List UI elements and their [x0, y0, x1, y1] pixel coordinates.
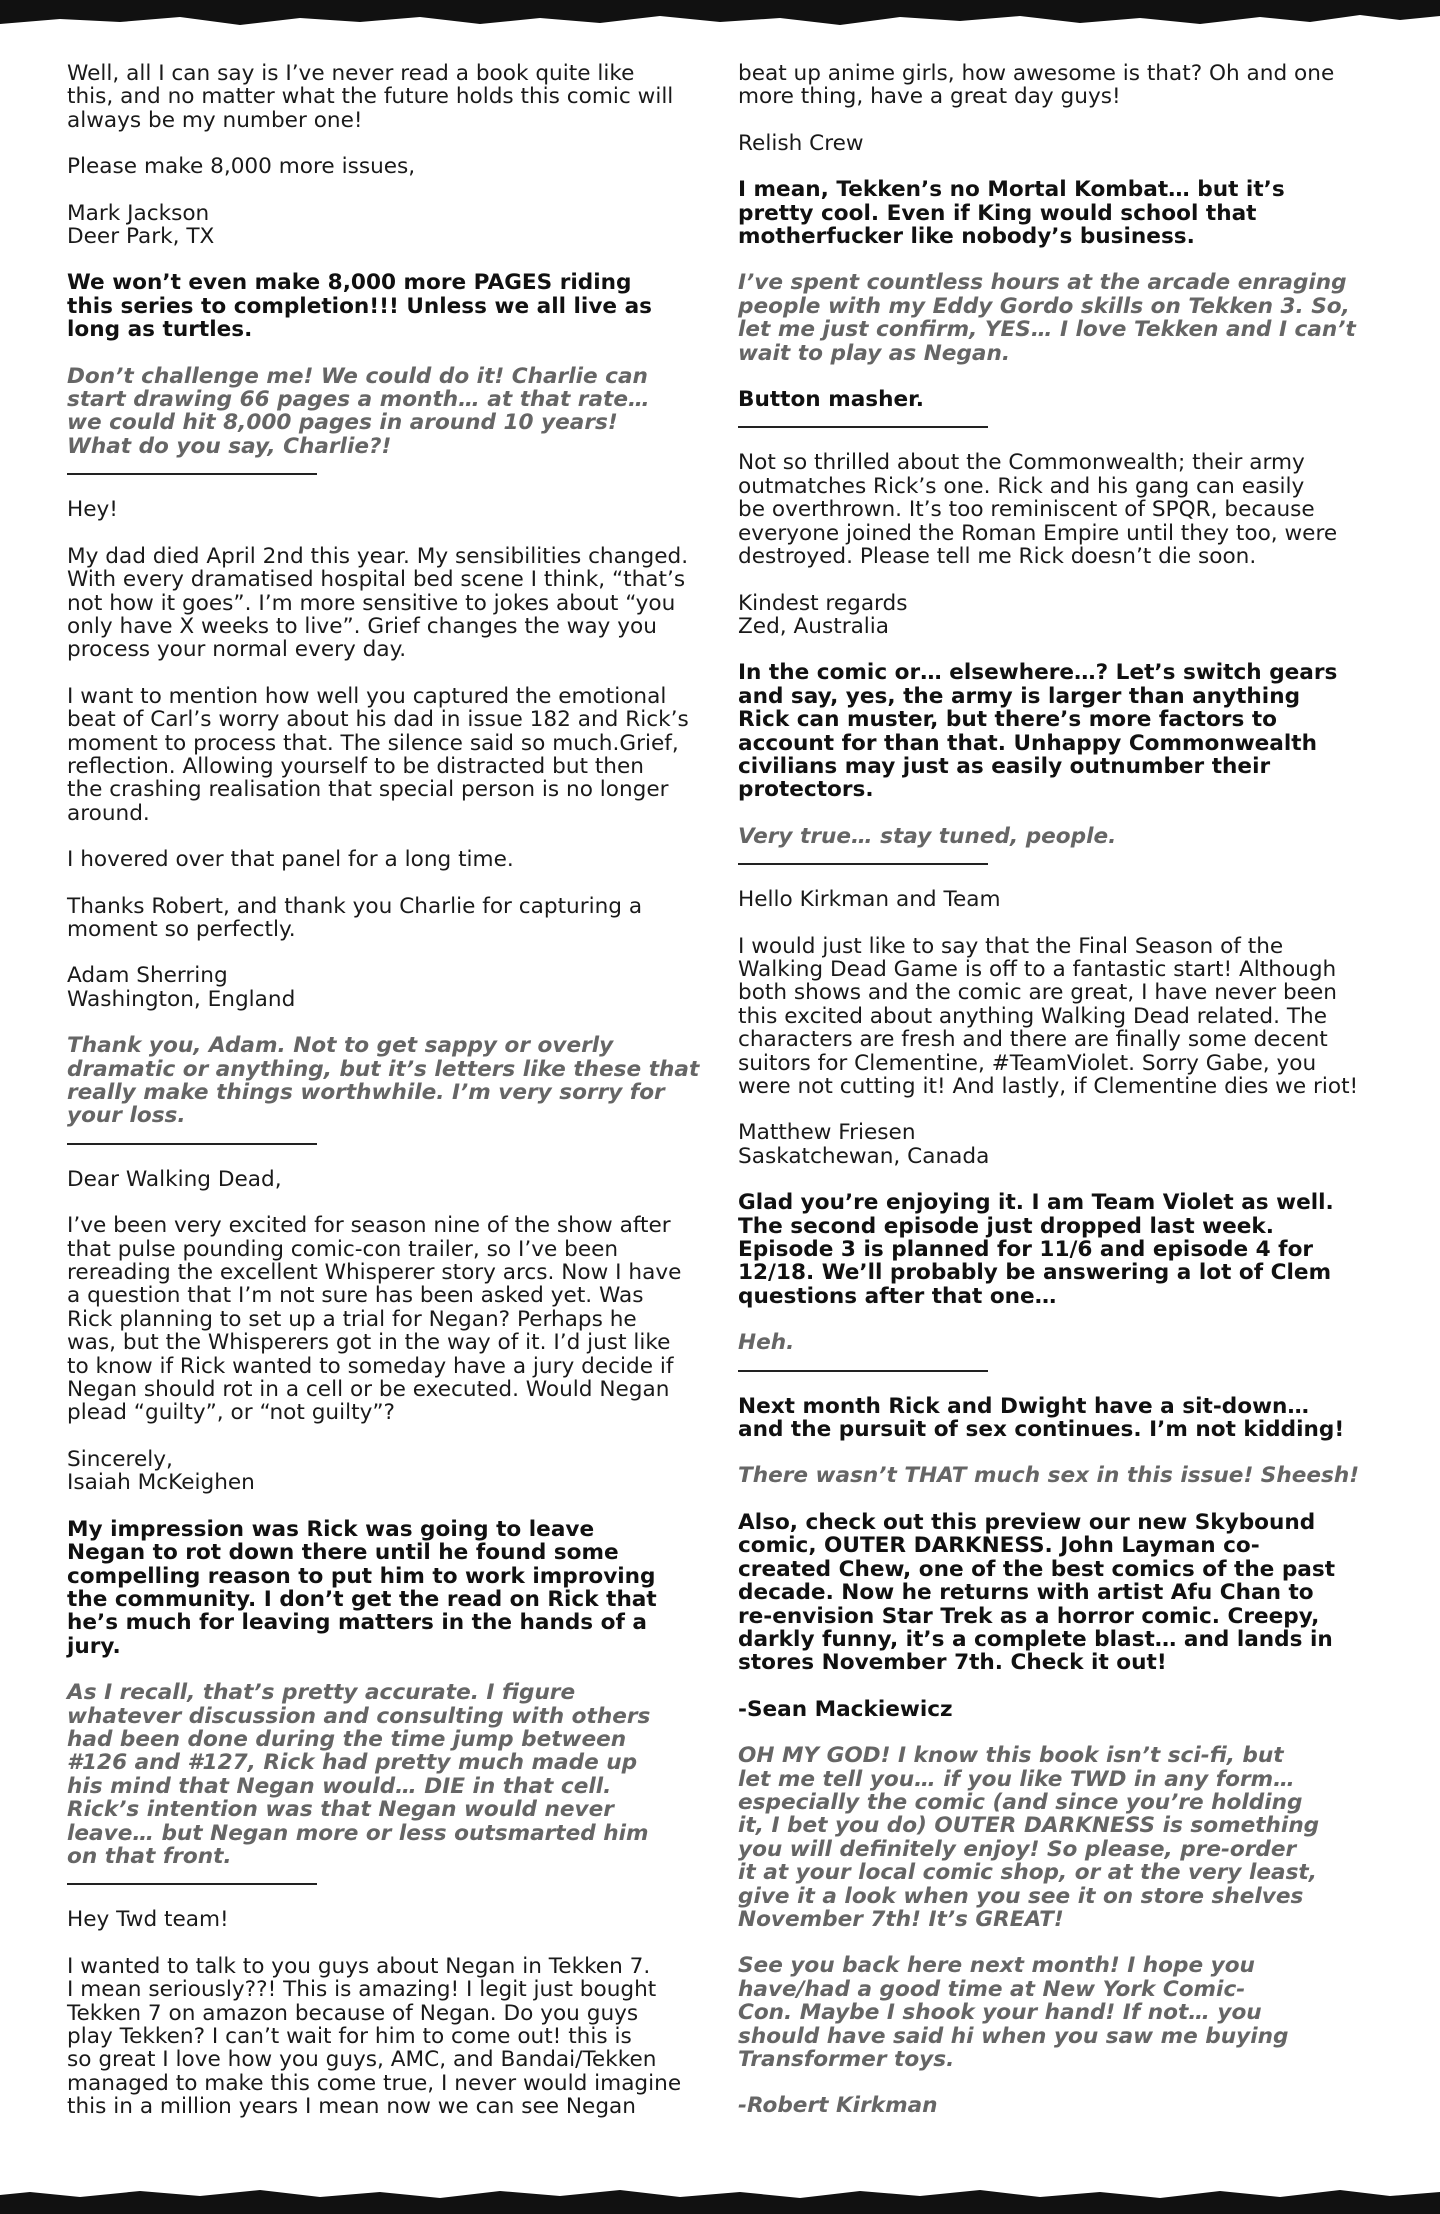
- left-column: [67, 62, 707, 2142]
- editor-reply-italic: OH MY GOD! I know this book isn’t sci-fi, but let me tell you… if you like TWD in any form… especially the comic (and since you’re holding it, I bet you do) OUTER DARKNESS is something you will definitely enjoy! So please, pre-order it at your local comic shop, or at the very least, give it a look when you see it on store shelves November 7th! It’s GREAT!: [738, 1743, 1320, 1932]
- editor-reply-italic: Thank you, Adam. Not to get sappy or overly dramatic or anything, but it’s letters like these that really make things worthwhile. I’m very sorry for your loss.: [67, 1033, 700, 1129]
- reader-letter-paragraph: Mark Jackson Deer Park, TX: [67, 200, 215, 250]
- reader-letter-paragraph: I want to mention how well you captured the emotional beat of Carl’s worry about his dad in issue 182 and Rick’s moment to process that. The silence said so much.Grief, reflection. Allowing yourself to be distracted but then the crashing realisation that special person is no longer around.: [67, 683, 689, 826]
- editor-reply-italic: Don’t challenge me! We could do it! Charlie can start drawing 66 pages a month… at that rate… we could hit 8,000 pages in around 10 years! What do you say, Charlie?!: [67, 363, 650, 459]
- editor-reply-italic: As I recall, that’s pretty accurate. I figure whatever discussion and consulting with others had been done during the time jump between #126 and #127, Rick had pretty much made up his mind that Negan would… DIE in that cell. Rick’s intention was that Negan would never leave… but Negan more or less outsmarted him on that front.: [67, 1680, 651, 1869]
- section-divider: [67, 473, 707, 475]
- reader-letter-paragraph: Adam Sherring Washington, England: [67, 963, 296, 1012]
- reader-letter-paragraph: Dear Walking Dead,: [67, 1166, 282, 1192]
- reader-letter-paragraph: beat up anime girls, how awesome is that? Oh and one more thing, have a great day guys!: [738, 61, 1335, 110]
- editor-reply-bold: -Sean Mackiewicz: [738, 1696, 953, 1722]
- editor-reply-bold: My impression was Rick was going to leave Negan to rot down there until he found some compelling reason to put him to work improving the community. I don’t get the read on Rick that he’s much for leaving matters in the hands of a jury.: [67, 1516, 657, 1659]
- editor-reply-italic: See you back here next month! I hope you have/had a good time at New York Comic- Con. Maybe I shook your hand! If not… you should have said hi when you saw me buying Transformer toys.: [738, 1953, 1289, 2072]
- reader-letter-paragraph: Matthew Friesen Saskatchewan, Canada: [738, 1120, 990, 1169]
- section-divider: [738, 1370, 1378, 1372]
- reader-letter-paragraph: Hello Kirkman and Team: [738, 887, 1001, 913]
- editor-reply-bold: Also, check out this preview our new Skybound comic, OUTER DARKNESS. John Layman co- created Chew, one of the best comics of the past decade. Now he returns with artist Afu Chan to re-envision Star Trek as a horror comic. Creepy, darkly funny, it’s a complete blast… and lands in stores November 7th. Check it out!: [738, 1509, 1336, 1676]
- reader-letter-paragraph: Thanks Robert, and thank you Charlie for capturing a moment so perfectly.: [67, 893, 643, 942]
- reader-letter-paragraph: Sincerely, Isaiah McKeighen: [67, 1446, 255, 1496]
- reader-letter-paragraph: Hey Twd team!: [67, 1907, 229, 1933]
- section-divider: [67, 1143, 707, 1145]
- editor-reply-italic: -Robert Kirkman: [738, 2093, 938, 2119]
- editor-reply-italic: Heh.: [738, 1330, 795, 1356]
- reader-letter-paragraph: I’ve been very excited for season nine of the show after that pulse pounding comic-con trailer, so I’ve been rereading the excellent Whisperer story arcs. Now I have a question that I’m not sure has been asked yet. Was Rick planning to set up a trial for Negan? Perhaps he was, but the Whisperers got in the way of it. I’d just like to know if Rick wanted to someday have a jury decide if Negan should rot in a cell or be executed. Would Negan plead “guilty”, or “not guilty”?: [67, 1213, 682, 1426]
- reader-letter-paragraph: Please make 8,000 more issues,: [67, 154, 416, 180]
- editor-reply-bold: Next month Rick and Dwight have a sit-down… and the pursuit of sex continues. I’m not kidding!: [738, 1393, 1345, 1443]
- reader-letter-paragraph: My dad died April 2nd this year. My sensibilities changed. With every dramatised hospital bed scene I think, “that’s not how it goes”. I’m more sensitive to jokes about “you only have X weeks to live”. Grief changes the way you process your normal every day.: [67, 543, 689, 663]
- editor-reply-bold: We won’t even make 8,000 more PAGES riding this series to completion!!! Unless we all live as long as turtles.: [67, 270, 652, 343]
- editor-reply-bold: Button masher.: [738, 387, 924, 413]
- reader-letter-paragraph: Relish Crew: [738, 130, 864, 156]
- reader-letter-paragraph: Kindest regards Zed, Australia: [738, 590, 908, 639]
- reader-letter-paragraph: I would just like to say that the Final Season of the Walking Dead Game is off to a fantastic start! Although both shows and the comic are great, I have never been this excited about anything Walking Dead related. The characters are fresh and there are finally some decent suitors for Clementine, #TeamViolet. Sorry Gabe, you were not cutting it! And lastly, if Clementine dies we riot!: [738, 933, 1359, 1099]
- editor-reply-bold: Glad you’re enjoying it. I am Team Violet as well. The second episode just dropped last week. Episode 3 is planned for 11/6 and episode 4 for 12/18. We’ll probably be answering a lot of Clem questions after that one…: [738, 1190, 1334, 1309]
- reader-letter-paragraph: I hovered over that panel for a long time.: [67, 847, 514, 873]
- bottom-grunge-border: [0, 2178, 1440, 2214]
- right-column: [738, 62, 1378, 2141]
- reader-letter-paragraph: I wanted to talk to you guys about Negan in Tekken 7. I mean seriously??! This is amazing! I legit just bought Tekken 7 on amazon because of Negan. Do you guys play Tekken? I can’t wait for him to come out! this is so great I love how you guys, AMC, and Bandai/Tekken managed to make this come true, I never would imagine this in a million years I mean now we can see Negan: [67, 1953, 682, 2120]
- section-divider: [738, 426, 1378, 428]
- section-divider: [738, 863, 1378, 865]
- editor-reply-italic: There wasn’t THAT much sex in this issue! Sheesh!: [738, 1463, 1360, 1489]
- editor-reply-italic: I’ve spent countless hours at the arcade enraging people with my Eddy Gordo skills on Tekken 3. So, let me just confirm, YES… I love Tekken and I can’t wait to play as Negan.: [738, 270, 1356, 366]
- editor-reply-bold: In the comic or… elsewhere…? Let’s switch gears and say, yes, the army is larger than anything Rick can muster, but there’s more factors to account for than that. Unhappy Commonwealth civilians may just as easily outnumber their protectors.: [738, 660, 1338, 803]
- editor-reply-bold: I mean, Tekken’s no Mortal Kombat… but it’s pretty cool. Even if King would school that motherfucker like nobody’s business.: [738, 177, 1285, 250]
- editor-reply-italic: Very true… stay tuned, people.: [738, 823, 1117, 849]
- section-divider: [67, 1883, 707, 1885]
- top-grunge-border: [0, 0, 1440, 36]
- reader-letter-paragraph: Hey!: [67, 497, 118, 523]
- reader-letter-paragraph: Well, all I can say is I’ve never read a book quite like this, and no matter what the future holds this comic will always be my number one!: [67, 61, 674, 133]
- reader-letter-paragraph: Not so thrilled about the Commonwealth; their army outmatches Rick’s one. Rick and his gang can easily be overthrown. It’s too reminiscent of SPQR, because everyone joined the Roman Empire until they too, were destroyed. Please tell me Rick doesn’t die soon.: [738, 450, 1338, 570]
